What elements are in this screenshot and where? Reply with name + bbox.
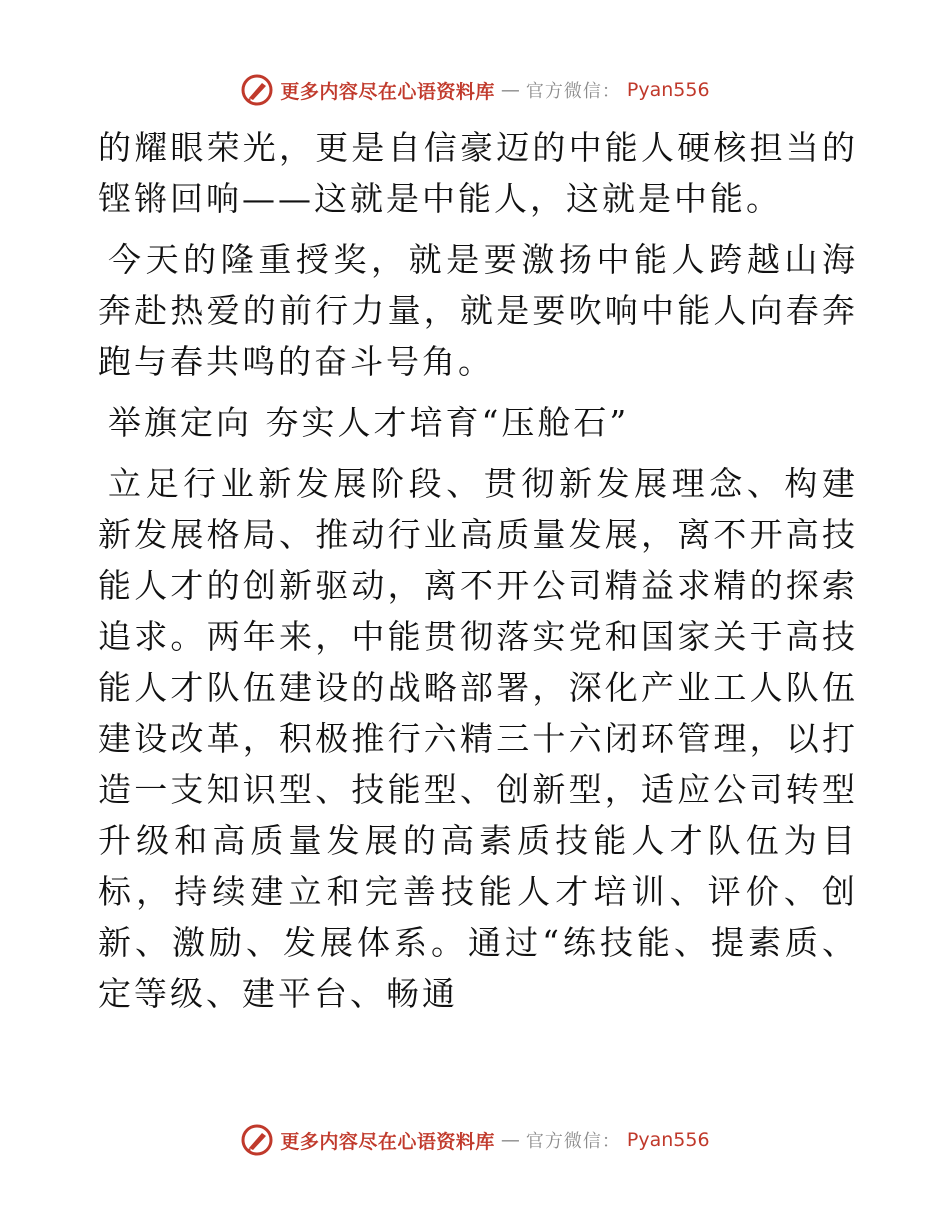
- watermark-label: 官方微信：: [525, 81, 621, 102]
- paragraph: 的耀眼荣光，更是自信豪迈的中能人硬核担当的铿锵回响——这就是中能人，这就是中能。: [98, 128, 858, 218]
- pen-logo-icon: [240, 73, 274, 107]
- watermark-main-text: 更多内容尽在心语资料库: [280, 80, 495, 103]
- watermark-dash: —: [500, 1129, 520, 1151]
- document-body: [98, 122, 858, 1029]
- paragraph: 今天的隆重授奖，就是要激扬中能人跨越山海奔赴热爱的前行力量，就是要吹响中能人向春奔跑与春共鸣的奋斗号角。: [98, 240, 858, 381]
- watermark-main-text: 更多内容尽在心语资料库: [280, 1130, 495, 1153]
- pen-logo-icon: [240, 1123, 274, 1157]
- watermark-wechat-id: Pyan556: [626, 79, 710, 101]
- watermark-label: 官方微信：: [525, 1131, 621, 1152]
- paragraph: 立足行业新发展阶段、贯彻新发展理念、构建新发展格局、推动行业高质量发展，离不开高技能人才的创新驱动，离不开公司精益求精的探索追求。两年来，中能贯彻落实党和国家关于高技能人才队伍建设的战略部署，深化产业工人队伍建设改革，积极推行六精三十六闭环管理，以打造一支知识型、技能型、创新型，适应公司转型升级和高质量发展的高素质技能人才队伍为目标，持续建立和完善技能人才培训、评价、创新、激励、发展体系。通过“练技能、提素质、定等级、建平台、畅通: [98, 464, 858, 1013]
- watermark-wechat-id: Pyan556: [626, 1129, 710, 1151]
- section-heading: 举旗定向 夯实人才培育“压舱石”: [108, 403, 630, 442]
- footer-watermark: [0, 1120, 950, 1160]
- header-watermark: [0, 70, 950, 110]
- watermark-dash: —: [500, 79, 520, 101]
